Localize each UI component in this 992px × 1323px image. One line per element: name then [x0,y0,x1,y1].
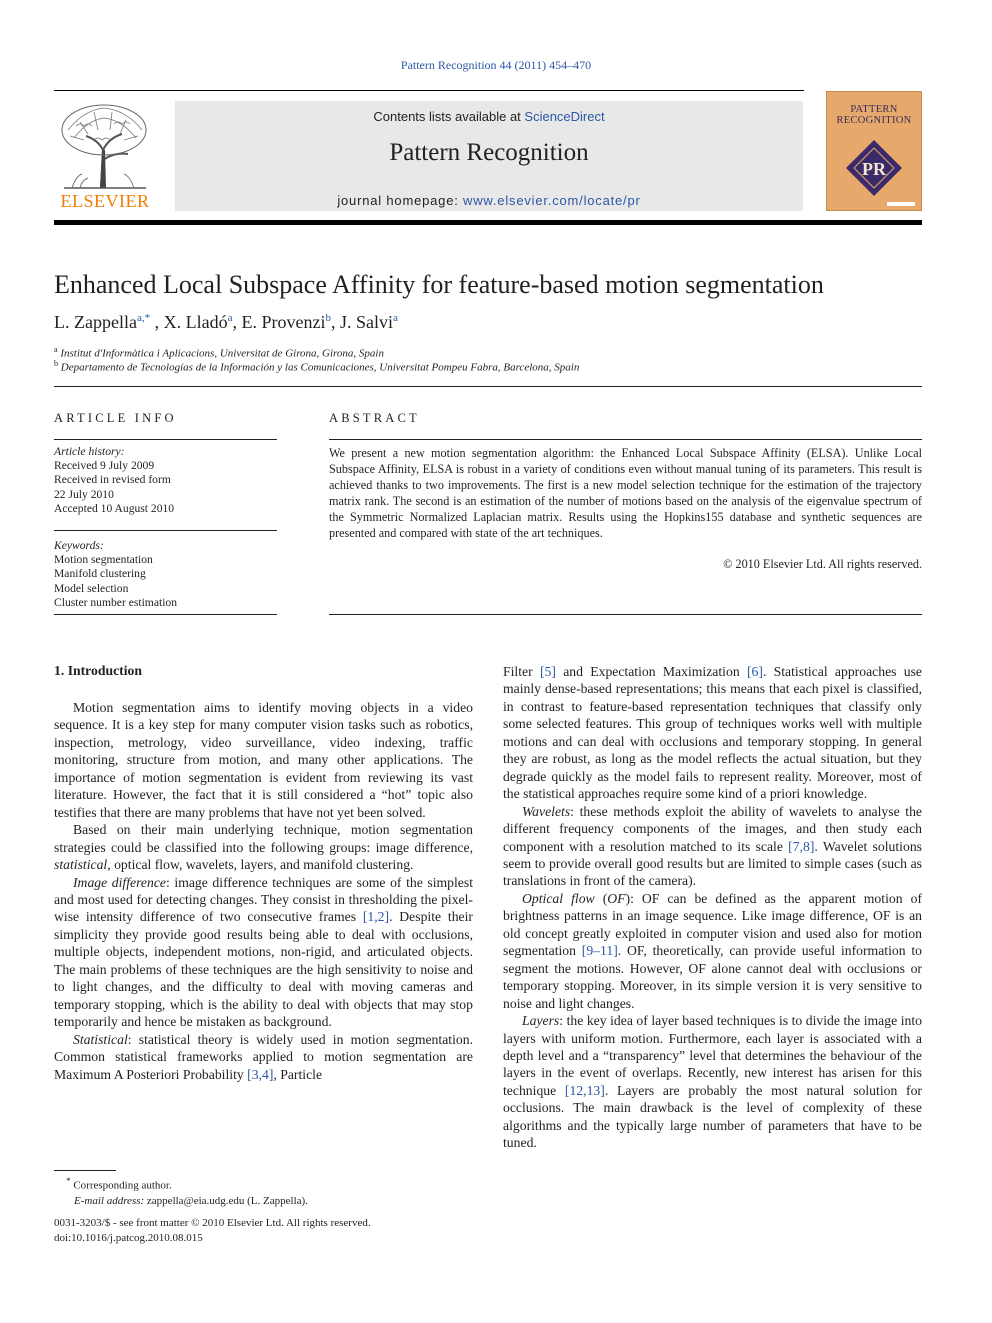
elsevier-tree-icon [54,100,156,192]
contents-line [175,109,803,124]
cover-label-strip [887,202,915,206]
body-paragraph [54,874,473,1031]
body-paragraph [503,663,922,803]
homepage-line [175,193,803,208]
email-label: E-mail address: [74,1194,145,1207]
homepage-prefix: journal homepage: [337,193,464,208]
text-run: . OF, theoretically, can provide useful information to segment the motions. However, OF alone cannot deal with occlusions or temporary stopping. Moreover, in its simple version it is very sensitive to noise and light changes. [503,943,923,1011]
email-address[interactable]: zappella@eia.udg.edu (L. Zappella). [144,1194,308,1207]
cover-monogram: PR [862,159,886,179]
footnote-rule [54,1170,116,1171]
citation-link[interactable]: [9–11] [581,943,618,959]
front-matter-info [54,1216,371,1245]
citation-link[interactable]: [1,2] [362,909,390,925]
text-run: and Expectation Maximization [555,664,747,679]
author-separator: , [154,312,164,332]
author-affiliation-mark[interactable]: a [392,312,398,324]
citation-link[interactable]: [12,13] [564,1082,605,1098]
text-run: : the key idea of layer based techniques is to divide the image into layers with uniform motion. Furthermore, each layer is associated with a depth level and a “transparency” level that determines the behaviour of the layers in the event of overlaps. Recently, new interest has arisen for this technique [503,1013,922,1098]
paragraph-lead-term: Wavelets [522,803,571,819]
footnote-corresponding [54,1174,308,1194]
paragraph-lead-term: Image difference [73,874,167,890]
affiliation-a [54,345,384,360]
footnote-email [54,1194,308,1209]
doi-line[interactable]: doi:10.1016/j.patcog.2010.08.015 [54,1231,203,1244]
text-run: ( [594,890,608,906]
author-name[interactable]: L. Zappella [54,312,137,332]
keyword-item: Model selection [54,581,129,595]
cover-title-line2: RECOGNITION [836,115,912,126]
author-affiliation-mark[interactable]: a [227,312,233,324]
affiliation-mark: a [54,345,58,354]
text-run: : statistical theory is widely used in motion segmentation. Common statistical frameworks applied to motion segmentation are Maximum A Posteriori Probability [54,1031,473,1082]
journal-title: Pattern Recognition [389,139,589,166]
history-label: Article history: [54,445,125,458]
citation-link[interactable]: [5] [539,664,556,679]
cover-diamond-icon [844,138,904,198]
footnote [54,1174,308,1209]
keywords-list [54,539,277,610]
text-run: . Despite their simplicity they provide good results being able to deal with occlusions, multiple objects, independent motions, non-rigid, and articulated objects. The main problems of these techniques are the high sensitivity to noise and to light changes, and the difficulty to deal with moving cameras and temporary stopping, which is the ability to deal with objects that may stop temporarily and hence be mistaken as background. [54,909,473,1030]
affiliation-text: Departamento de Tecnologías de la Información y las Comunicaciones, Universitat Pompeu Fabra, Barcelona, Spain [60,361,580,374]
body-paragraph: Motion segmentation aims to identify moving objects in a video sequence. It is a key step for many computer vision tasks such as robotics, inspection, metrology, video surveillance, video indexing, traffic monitoring, structure from motion, and many other applications. The importance of motion segmentation is evident from reviewing its vast literature. However, the fact that it is still considered a “hot” topic also testifies that there are many problems that have not yet been solved. [54,700,473,820]
text-run: . Wavelet solutions seem to provide overall good results but are limited to simple cases (such as translations in front of the camera). [503,838,922,889]
homepage-link[interactable]: www.elsevier.com/locate/pr [463,193,641,208]
sciencedirect-link[interactable]: ScienceDirect [524,109,605,124]
article-history [54,445,277,516]
text-run: . Statistical approaches use mainly dense-based representations; this means that each pixel is classified, in contrast to feature-based representation techniques that classify only some selected features. This group of techniques works well with multiple motions and can deal with occlusions and temporary stopping. In general they are robust, as long as the model reflects the actual situation, but they degrade quickly as the model fails to represent reality. Moreover, most of the statistical approaches require some kind of a priori knowledge. [503,664,922,802]
text-run: , optical flow, wavelets, layers, and manifold clustering. [107,857,414,873]
contents-prefix: Contents lists available at [373,109,525,124]
text-run: : image difference techniques are some of the simplest and most used for detecting changes. They consist in thresholding the pixel-wise intensity difference of two consecutive frames [54,874,474,925]
text-emphasis: OF [607,890,626,906]
keyword-item: Motion segmentation [54,553,153,567]
body-paragraph [503,803,922,890]
article-info-rule [54,530,277,531]
citation-link[interactable]: [6] [746,664,763,679]
text-run: : these methods exploit the ability of wavelets to analyse the different frequency components of the images, and then study each component with a resolution matched to its scale [503,803,922,854]
body-column-right [503,663,922,1152]
text-emphasis: statistical [54,857,108,873]
body-paragraph [503,1012,922,1152]
keywords-label: Keywords: [54,539,104,552]
author-affiliation-mark[interactable]: b [325,312,331,324]
header-thick-rule [54,220,922,225]
body-paragraph [503,890,922,1012]
affiliation-text: Institut d'Informàtica i Aplicacions, Universitat de Girona, Girona, Spain [60,347,384,360]
text-run: ): OF can be defined as the apparent motion of brightness patterns in an image sequence. Like image difference, OF is an old concept greatly exploited in computer vision and used also for motion segmentation [503,890,922,959]
cover-title-line1: PATTERN [850,104,898,115]
paragraph-lead-term: Statistical [73,1031,128,1047]
article-info-rule [54,614,277,615]
paragraph-lead-term: Layers [522,1013,560,1029]
footnote-mark: * [66,1176,71,1186]
article-info-rule [54,439,277,440]
author-name[interactable]: J. Salvi [339,312,393,332]
history-item: 22 July 2010 [54,487,114,501]
article-info-heading: ARTICLE INFO [54,411,177,425]
journal-reference[interactable]: Pattern Recognition 44 (2011) 454–470 [400,58,592,72]
footnote-text: Corresponding author. [70,1179,172,1192]
history-item: Received in revised form [54,473,171,487]
author-separator: , [330,312,340,332]
body-paragraph [54,1031,473,1083]
header-top-rule [54,90,804,91]
body-paragraph [54,821,473,873]
abstract-text: We present a new motion segmentation algorithm: the Enhanced Local Subspace Affinity (ELSA). Unlike Local Subspace Affinity, ELSA is robust in a variety of conditions even without manual tuning of its parameters. This result is achieved thanks to two improvements. The first is a new model selection technique for the estimation of the trajectory matrix rank. The second is an estimation of the number of motions based on the analysis of the eigenvalue spectrum of the Symmetric Normalized Laplacian matrix. Results using the Hopkins155 database and synthetic sequences are presented and compared with state of the art techniques. [329,446,922,540]
paragraph-lead-term: Optical flow [522,890,595,906]
journal-cover-thumbnail[interactable] [826,91,922,211]
author-affiliation-mark[interactable]: a,* [136,312,151,324]
keyword-item: Cluster number estimation [54,595,178,609]
author-name[interactable]: X. Lladó [163,312,228,332]
history-item: Accepted 10 August 2010 [54,501,175,515]
abstract-copyright: © 2010 Elsevier Ltd. All rights reserved. [723,557,922,571]
elsevier-logo[interactable] [54,100,156,212]
citation-link[interactable]: [7,8] [788,838,815,854]
abstract-rule [329,614,922,615]
author-separator: , [232,312,242,332]
abstract-heading: ABSTRACT [329,411,420,425]
citation-link[interactable]: [3,4] [247,1066,274,1082]
history-item: Received 9 July 2009 [54,459,155,473]
body-column-left [54,699,473,1083]
affiliation-mark: b [54,359,58,368]
paper-title: Enhanced Local Subspace Affinity for feature-based motion segmentation [54,270,824,299]
section-heading-introduction: 1. Introduction [54,663,142,678]
text-run: Filter [503,664,540,679]
abstract-rule [329,439,922,440]
cover-title [827,104,921,126]
title-block-rule [54,386,922,387]
author-name[interactable]: E. Provenzi [241,312,326,332]
issn-line: 0031-3203/$ - see front matter © 2010 Elsevier Ltd. All rights reserved. [54,1217,371,1229]
text-run: . Layers are probably the most natural solution for occlusions. The main drawback is the level of complexity of these algorithms and the typically large number of parameters that have to be tuned. [503,1082,922,1151]
text-run: , Particle [273,1066,323,1082]
keyword-item: Manifold clustering [54,567,146,581]
author-list [54,312,398,333]
text-run: Based on their main underlying technique, motion segmentation strategies could be classified into the following groups: image difference, [54,822,473,855]
journal-banner [175,101,803,211]
affiliation-b [54,359,579,374]
elsevier-wordmark: ELSEVIER [60,191,150,211]
